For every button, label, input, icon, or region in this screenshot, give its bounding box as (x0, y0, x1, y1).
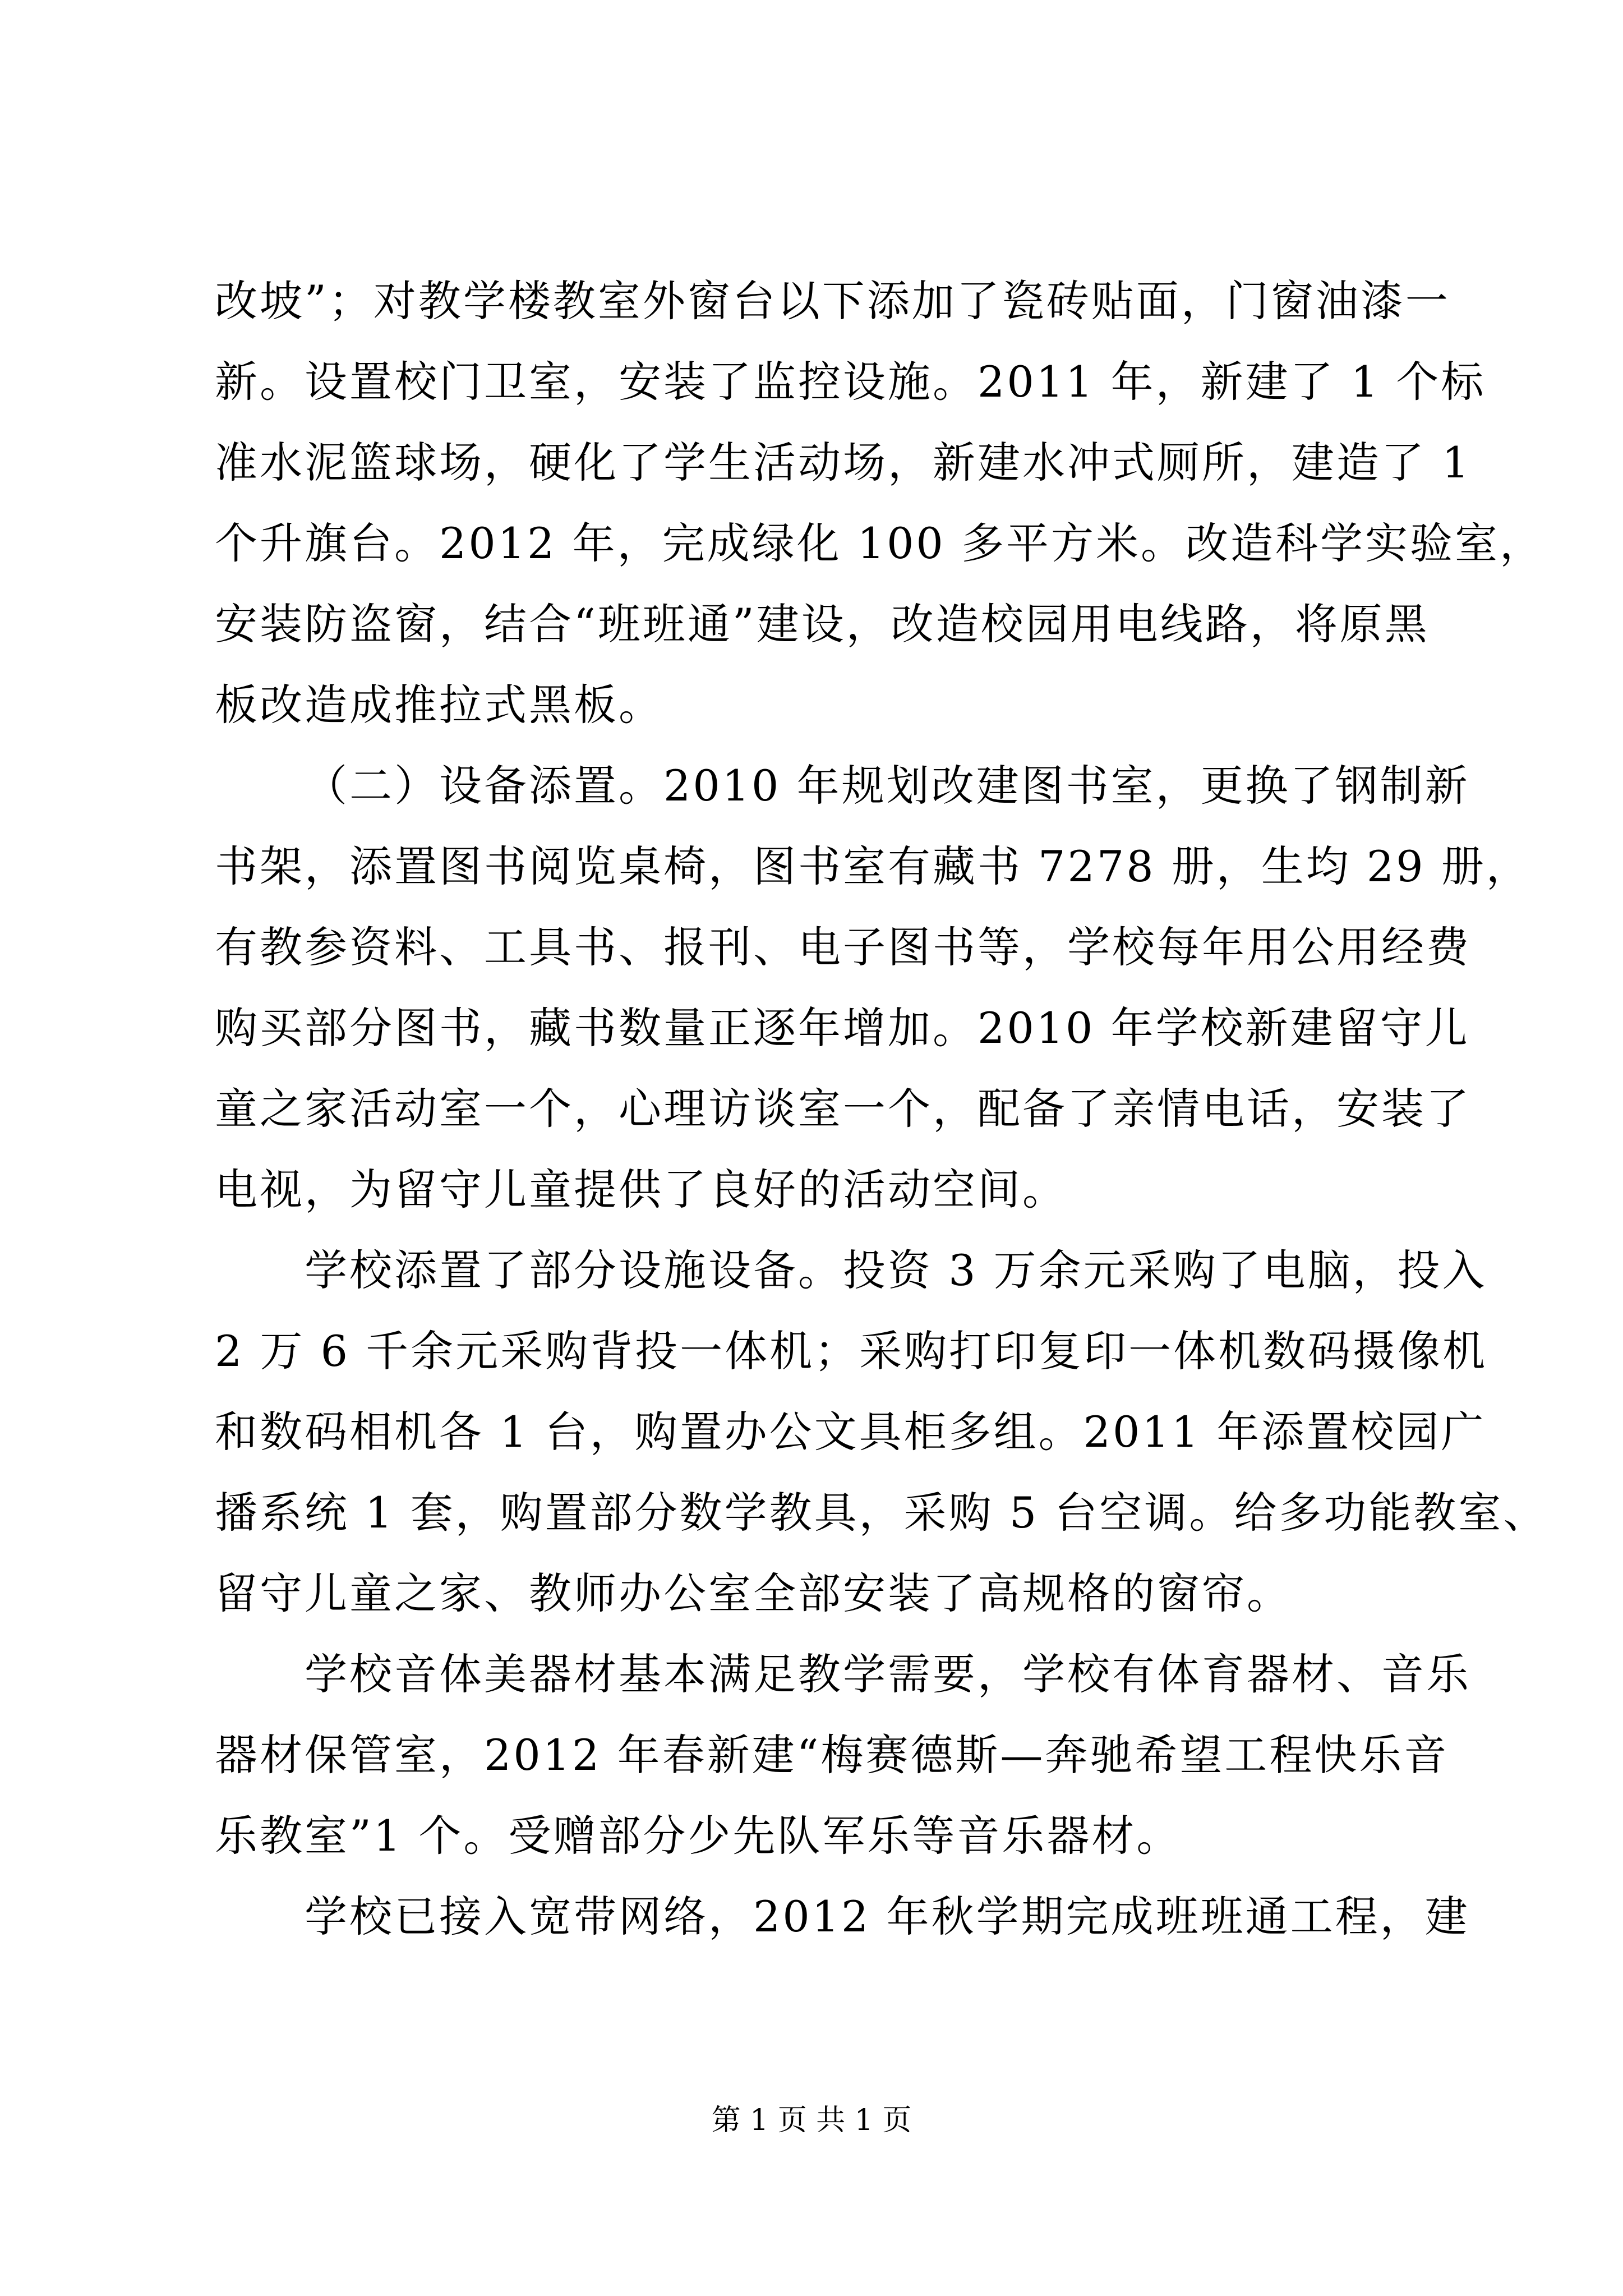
text-line: 留守儿童之家、教师办公室全部安装了高规格的窗帘。 (215, 1568, 1292, 1618)
text-line: 电视，为留守儿童提供了良好的活动空间。 (215, 1165, 1067, 1214)
paragraph-start-line: 学校已接入宽带网络，2012 年秋学期完成班班通工程，建 (305, 1892, 1470, 1941)
text-line: 新。设置校门卫室，安装了监控设施。2011 年，新建了 1 个标 (215, 357, 1486, 407)
paragraph-start-line: 学校添置了部分设施设备。投资 3 万余元采购了电脑，投入 (305, 1245, 1487, 1295)
text-line: 乐教室”1 个。受赠部分少先队军乐等音乐器材。 (215, 1811, 1182, 1861)
text-line: 书架，添置图书阅览桌椅，图书室有藏书 7278 册，生均 29 册， (215, 841, 1531, 891)
text-line: 有教参资料、工具书、报刊、电子图书等，学校每年用公用经费 (215, 922, 1471, 972)
document-body (215, 261, 1548, 1957)
text-line: 改坡”；对教学楼教室外窗台以下添加了瓷砖贴面，门窗油漆一 (215, 276, 1450, 326)
text-line: 器材保管室，2012 年春新建“梅赛德斯—奔驰希望工程快乐音 (215, 1730, 1449, 1780)
text-line: 个升旗台。2012 年，完成绿化 100 多平方米。改造科学实验室， (215, 518, 1544, 568)
text-line: 准水泥篮球场，硬化了学生活动场，新建水冲式厕所，建造了 1 (215, 438, 1472, 487)
text-line: 安装防盗窗，结合“班班通”建设，改造校园用电线路，将原黑 (215, 599, 1430, 649)
paragraph-start-line: （二）设备添置。2010 年规划改建图书室，更换了钢制新 (305, 761, 1470, 811)
text-line: 板改造成推拉式黑板。 (215, 680, 663, 730)
text-line: 和数码相机各 1 台，购置办公文具柜多组。2011 年添置校园广 (215, 1407, 1486, 1457)
page-footer: 第 1 页 共 1 页 (711, 2104, 912, 2137)
paragraph-start-line: 学校音体美器材基本满足教学需要，学校有体育器材、音乐 (305, 1649, 1471, 1699)
text-line: 2 万 6 千余元采购背投一体机；采购打印复印一体机数码摄像机 (215, 1326, 1488, 1376)
text-line: 播系统 1 套，购置部分数学教具，采购 5 台空调。给多功能教室、 (215, 1488, 1548, 1538)
text-line: 购买部分图书，藏书数量正逐年增加。2010 年学校新建留守儿 (215, 1003, 1470, 1053)
text-line: 童之家活动室一个，心理访谈室一个，配备了亲情电话，安装了 (215, 1084, 1471, 1134)
